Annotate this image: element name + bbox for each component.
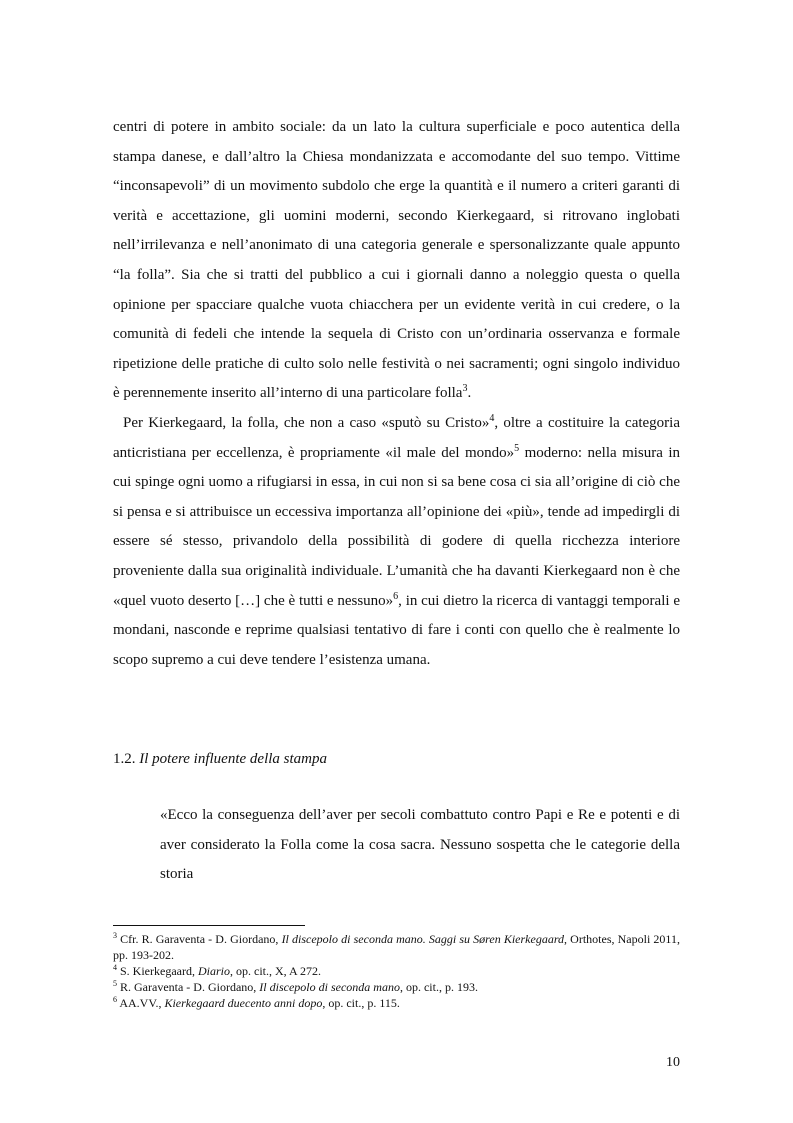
footnote-text: AA.VV., [117,996,165,1010]
footnote-text: , op. cit., p. 115. [322,996,400,1010]
footnote-ref-4[interactable]: 4 [489,412,495,424]
paragraph-1-text: centri di potere in ambito sociale: da un lato la cultura superficiale e poco autentica della stampa danese, e dall’altro la Chiesa mondanizzata e accomodante del suo tempo. Vittime “inconsapevoli” di un movimento subdolo che erge la quantità e il numero a criteri garanti di verità e accettazione, gli uomini moderni, secondo Kierkegaard, si ritrovano inglobati nell’irrilevanza e nell’anonimato di una categoria generale e spersonalizzante quale appunto “la folla”. Sia che si tratti del pubblico a cui i giornali danno a noleggio questa o quella opinione per spacciare qualche vuota chiacchera per un evidente verità in cui credere, o la comunità di fedeli che intende la sequela di Cristo con un’ordinaria osservanza e formale ripetizione delle pratiche di culto solo nelle festività o nei sacramenti; ogni singolo individuo è perennemente inserito all’interno di una particolare folla [113,119,680,402]
section-number: 1.2. [113,751,136,767]
block-quote: «Ecco la conseguenza dell’aver per secoli combattuto contro Papi e Re e potenti e di aver considerato la Folla come la cosa sacra. Nessuno sospetta che le categorie della storia [160,807,680,883]
footnote-5 [113,979,680,995]
footnote-title: Diario [197,964,230,978]
footnote-text: Cfr. R. Garaventa - D. Giordano, [117,932,282,946]
footnote-4 [113,963,680,979]
paragraph-2-part-c: moderno: nella misura in cui spinge ogni uomo a rifugiarsi in essa, in cui non si sa bene cosa ci sia all’origine di ciò che si pensa e si attribuisce un eccessiva importanza all’opinione dei «più», tende ad impedirgli di essere sé stesso, privandolo della possibilità di godere di quella ricchezza interiore proveniente dalla sua originalità individuale. L’umanità che ha davanti Kierkegaard non è che «quel vuoto deserto […] che è tutti e nessuno» [113,444,680,609]
footnote-text: , op. cit., X, A 272. [230,964,322,978]
footnote-ref-6[interactable]: 6 [393,590,399,602]
footnote-text: S. Kierkegaard, [117,964,198,978]
footnote-number: 6 [113,995,117,1004]
footnote-3 [113,931,680,963]
footnote-title: Il discepolo di seconda mano [259,980,400,994]
footnote-ref-5[interactable]: 5 [514,442,520,454]
footnotes [113,931,680,1011]
section-heading [113,746,680,772]
page-number: 10 [666,1055,680,1070]
footnote-ref-3[interactable]: 3 [462,383,468,395]
paragraph-1 [113,113,680,409]
footnote-number: 5 [113,979,117,988]
footnote-text: , op. cit., p. 193. [399,980,478,994]
footnote-number: 4 [113,963,117,972]
paragraph-2-part-d: , in cui dietro la ricerca di vantaggi temporali e mondani, nasconde e reprime qualsiasi tentativo di fare i conti con quello che è realmente lo scopo supremo a cui deve tendere l’esistenza umana. [113,592,680,668]
footnote-text: R. Garaventa - D. Giordano, [117,980,260,994]
footnote-number: 3 [113,931,117,940]
paragraph-2-part-a: Per Kierkegaard, la folla, che non a caso «sputò su Cristo» [123,414,490,431]
paragraph-2 [113,409,680,675]
footnote-text: , Orthotes, Napoli 2011, pp. 193-202. [113,932,680,962]
footnote-separator [113,925,305,926]
section-title: Il potere influente della stampa [139,751,327,767]
paragraph-1-end: . [467,385,472,402]
footnote-title: Il discepolo di seconda mano. Saggi su Søren Kierkegaard [281,932,565,946]
footnote-title: Kierkegaard duecento anni dopo [164,996,323,1010]
body-text [113,113,680,675]
paragraph-2-part-b: , oltre a costituire la categoria anticristiana per eccellenza, è propriamente «il male del mondo» [113,414,680,461]
footnote-6 [113,995,680,1011]
